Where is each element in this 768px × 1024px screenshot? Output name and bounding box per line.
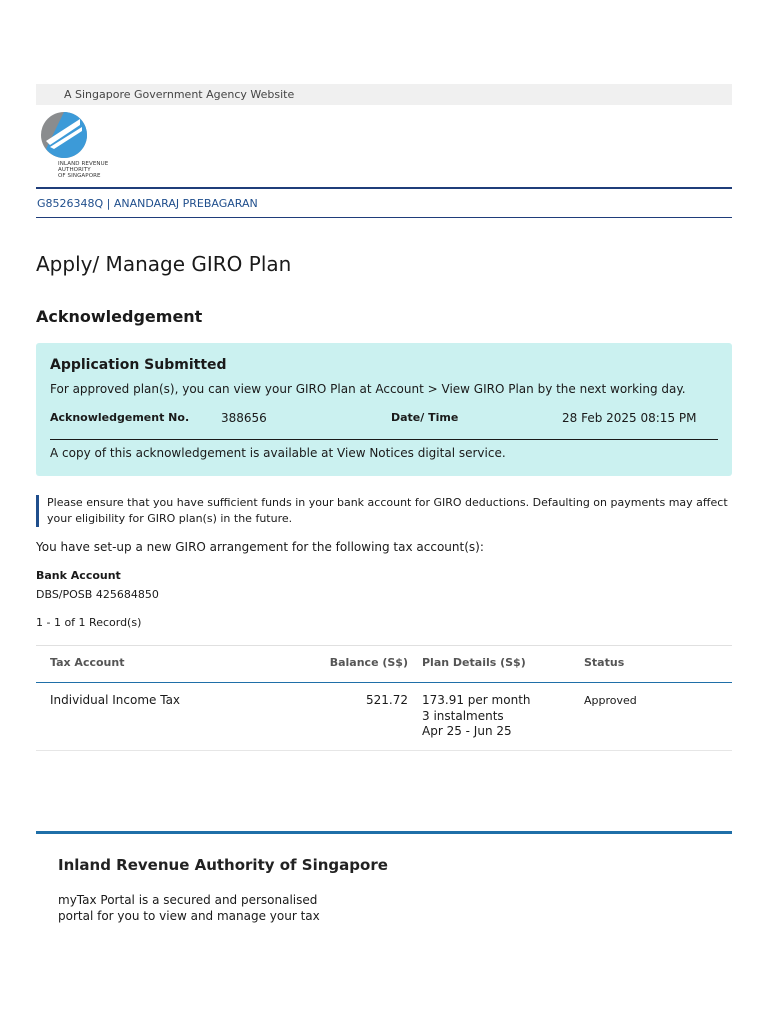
cell-balance: 521.72 <box>366 693 408 707</box>
user-bar <box>36 187 732 218</box>
setup-text: You have set-up a new GIRO arrangement for the following tax account(s): <box>36 540 484 554</box>
plan-amount: 173.91 per month <box>422 693 531 707</box>
section-title: Acknowledgement <box>36 307 203 326</box>
user-id-name: G8526348Q | ANANDARAJ PREBAGARAN <box>37 197 258 210</box>
cell-plan-details <box>422 693 531 740</box>
funds-notice: Please ensure that you have sufficient funds in your bank account for GIRO deductions. Defaulting on payments may affect your eligibility for GIRO plan(s) in the future. <box>36 495 732 527</box>
ack-divider <box>50 439 718 440</box>
bank-account-value: DBS/POSB 425684850 <box>36 588 159 601</box>
iras-logo[interactable] <box>40 111 120 183</box>
datetime-label: Date/ Time <box>391 411 459 424</box>
cell-status: Approved <box>584 694 637 707</box>
ack-title: Application Submitted <box>50 357 227 373</box>
footer-title: Inland Revenue Authority of Singapore <box>58 856 388 874</box>
plan-instalments: 3 instalments <box>422 708 504 723</box>
logo-text: INLAND REVENUE AUTHORITY OF SINGAPORE <box>58 161 109 179</box>
page-title: Apply/ Manage GIRO Plan <box>36 252 292 276</box>
cell-tax-account: Individual Income Tax <box>50 693 181 707</box>
gov-banner-text: A Singapore Government Agency Website <box>64 88 295 101</box>
table-header <box>36 645 732 683</box>
ack-copy-note: A copy of this acknowledgement is available at View Notices digital service. <box>50 446 506 460</box>
bank-account-label: Bank Account <box>36 569 121 582</box>
datetime-value: 28 Feb 2025 08:15 PM <box>562 411 697 425</box>
header-balance: Balance (S$) <box>329 656 408 669</box>
ack-no-label: Acknowledgement No. <box>50 411 190 424</box>
giro-table <box>36 645 732 751</box>
ack-message: For approved plan(s), you can view your GIRO Plan at Account > View GIRO Plan by the next working day. <box>50 382 686 396</box>
gov-banner <box>36 84 732 105</box>
header-status: Status <box>584 656 625 669</box>
acknowledgement-box <box>36 343 732 476</box>
header-tax-account: Tax Account <box>50 656 125 669</box>
record-count: 1 - 1 of 1 Record(s) <box>36 616 142 629</box>
footer-description: myTax Portal is a secured and personalised portal for you to view and manage your tax <box>58 893 320 923</box>
header-plan-details: Plan Details (S$) <box>422 656 526 669</box>
footer <box>36 831 732 954</box>
table-row <box>36 683 732 751</box>
plan-period: Apr 25 - Jun 25 <box>422 724 512 738</box>
ack-no-value: 388656 <box>221 411 267 425</box>
iras-logo-icon <box>40 111 92 159</box>
